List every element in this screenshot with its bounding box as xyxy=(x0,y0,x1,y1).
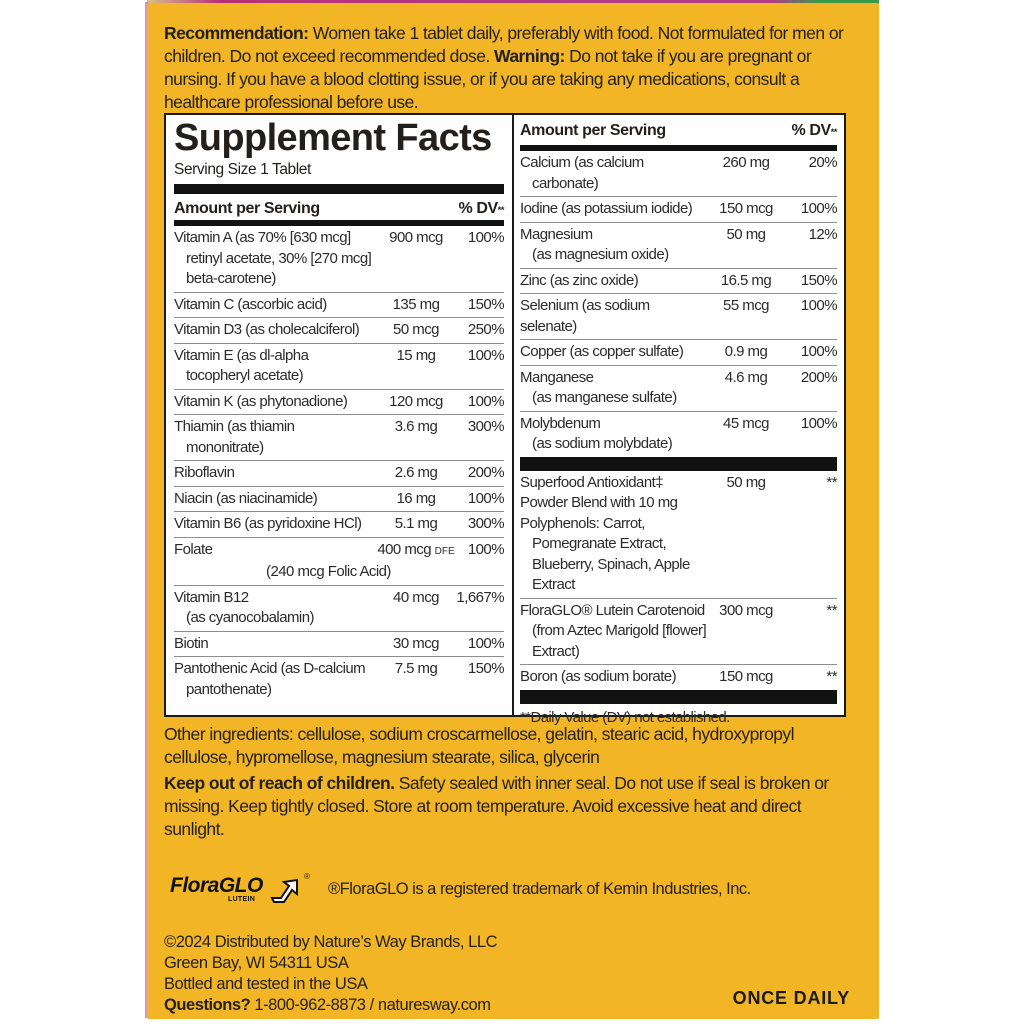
nutrient-row: Vitamin B12 (as cyanocobalamin) 40 mcg 1,667% xyxy=(174,586,504,632)
nutrient-row: Biotin 30 mcg 100% xyxy=(174,632,504,658)
nutrient-list-left xyxy=(174,226,504,702)
other-ingredients: Other ingredients: cellulose, sodium croscarmellose, gelatin, stearic acid, hydroxypropyl cellulose, hypromellose, magnesium stearate, silica, glycerin xyxy=(164,724,794,767)
safety-text: Keep out of reach of children. Safety sealed with inner seal. Do not use if seal is broken or missing. Keep tightly closed. Store at room temperature. Avoid excessive heat and direct sunlight. xyxy=(164,773,829,839)
nutrient-row: Superfood Antioxidant‡ Powder Blend with 10 mg Polyphenols: Carrot, Pomegranate Extract, Blueberry, Spinach, Apple Extract 50 mg ** xyxy=(520,471,837,599)
recommendation-label: Recommendation: xyxy=(164,23,309,43)
nutrient-row: Boron (as sodium borate) 150 mcg ** xyxy=(520,668,837,685)
nutrient-row: Vitamin D3 (as cholecalciferol) 50 mcg 250% xyxy=(174,318,504,344)
facts-left-column xyxy=(166,115,512,715)
nutrient-row: Vitamin K (as phytonadione) 120 mcg 100% xyxy=(174,390,504,416)
nutrient-row: Molybdenum (as sodium molybdate) 45 mcg 100% xyxy=(520,414,837,452)
nutrient-row: Riboflavin 2.6 mg 200% xyxy=(174,461,504,487)
safety-label: Keep out of reach of children. xyxy=(164,773,395,793)
rule-thick xyxy=(520,457,837,471)
distributor-info: ©2024 Distributed by Nature’s Way Brands, LLC Green Bay, WI 54311 USA Bottled and tested in the USA Questions? 1-800-962-8873 / naturesway.com xyxy=(164,933,498,1014)
nutrient-row: Vitamin E (as dl-alpha tocopheryl acetate) 15 mg 100% xyxy=(174,344,504,390)
floraglo-logo: FloraGLO LUTEIN ® xyxy=(170,872,310,912)
nutrient-row: Vitamin C (ascorbic acid) 135 mg 150% xyxy=(174,293,504,319)
nutrient-row: Manganese (as manganese sulfate) 4.6 mg 200% xyxy=(520,366,837,412)
facts-title: Supplement Facts xyxy=(174,117,492,159)
nutrient-row: Copper (as copper sulfate) 0.9 mg 100% xyxy=(520,340,837,366)
nutrient-row: Selenium (as sodium selenate) 55 mcg 100% xyxy=(520,294,837,340)
nutrient-row: Iodine (as potassium iodide) 150 mcg 100% xyxy=(520,197,837,223)
rule-thick xyxy=(520,690,837,704)
nutrient-row: Pantothenic Acid (as D-calcium pantothenate) 7.5 mg 150% xyxy=(174,660,504,698)
nutrient-row: Vitamin B6 (as pyridoxine HCl) 5.1 mg 300% xyxy=(174,512,504,538)
facts-header: Amount per Serving % DV** xyxy=(174,200,504,217)
nutrient-row: Thiamin (as thiamin mononitrate) 3.6 mg 300% xyxy=(174,415,504,461)
nutrient-row: Niacin (as niacinamide) 16 mg 100% xyxy=(174,487,504,513)
nutrient-row: FloraGLO® Lutein Carotenoid (from Aztec Marigold [flower] Extract) 300 mcg ** xyxy=(520,599,837,666)
recommendation-text: Recommendation: Women take 1 tablet daily, preferably with food. Not formulated for men or children. Do not exceed recommended dose. Warning: Do not take if you are pregnant or nursing. If you have a blood clotting issue, or if you are taking any medications, consult a healthcare professional before use. xyxy=(164,23,844,112)
supplement-facts-table xyxy=(164,113,846,726)
arrow-logo-icon xyxy=(270,876,304,906)
rule-thick xyxy=(174,184,504,194)
facts-header-right: Amount per Serving % DV** xyxy=(520,122,837,139)
nutrient-row: Vitamin A (as 70% [630 mcg] retinyl acetate, 30% [270 mcg] beta-carotene) 900 mcg 100% xyxy=(174,226,504,293)
nutrient-row: Calcium (as calcium carbonate) 260 mg 20% xyxy=(520,151,837,197)
blend-list xyxy=(520,471,837,690)
trademark-note: ®FloraGLO is a registered trademark of Kemin Industries, Inc. xyxy=(328,880,751,898)
dv-footnote: **Daily Value (DV) not established. xyxy=(520,708,730,726)
once-daily-badge: ONCE DAILY xyxy=(732,988,850,1008)
nutrient-row: Zinc (as zinc oxide) 16.5 mg 150% xyxy=(520,269,837,295)
serving-size: Serving Size 1 Tablet xyxy=(174,161,311,178)
facts-right-column xyxy=(512,115,844,726)
nutrient-row: Magnesium (as magnesium oxide) 50 mg 12% xyxy=(520,223,837,269)
nutrient-row: Folate 400 mcg DFE (240 mcg Folic Acid) 100% xyxy=(174,538,504,586)
nutrient-list-right xyxy=(520,151,837,457)
warning-label: Warning: xyxy=(494,46,565,66)
